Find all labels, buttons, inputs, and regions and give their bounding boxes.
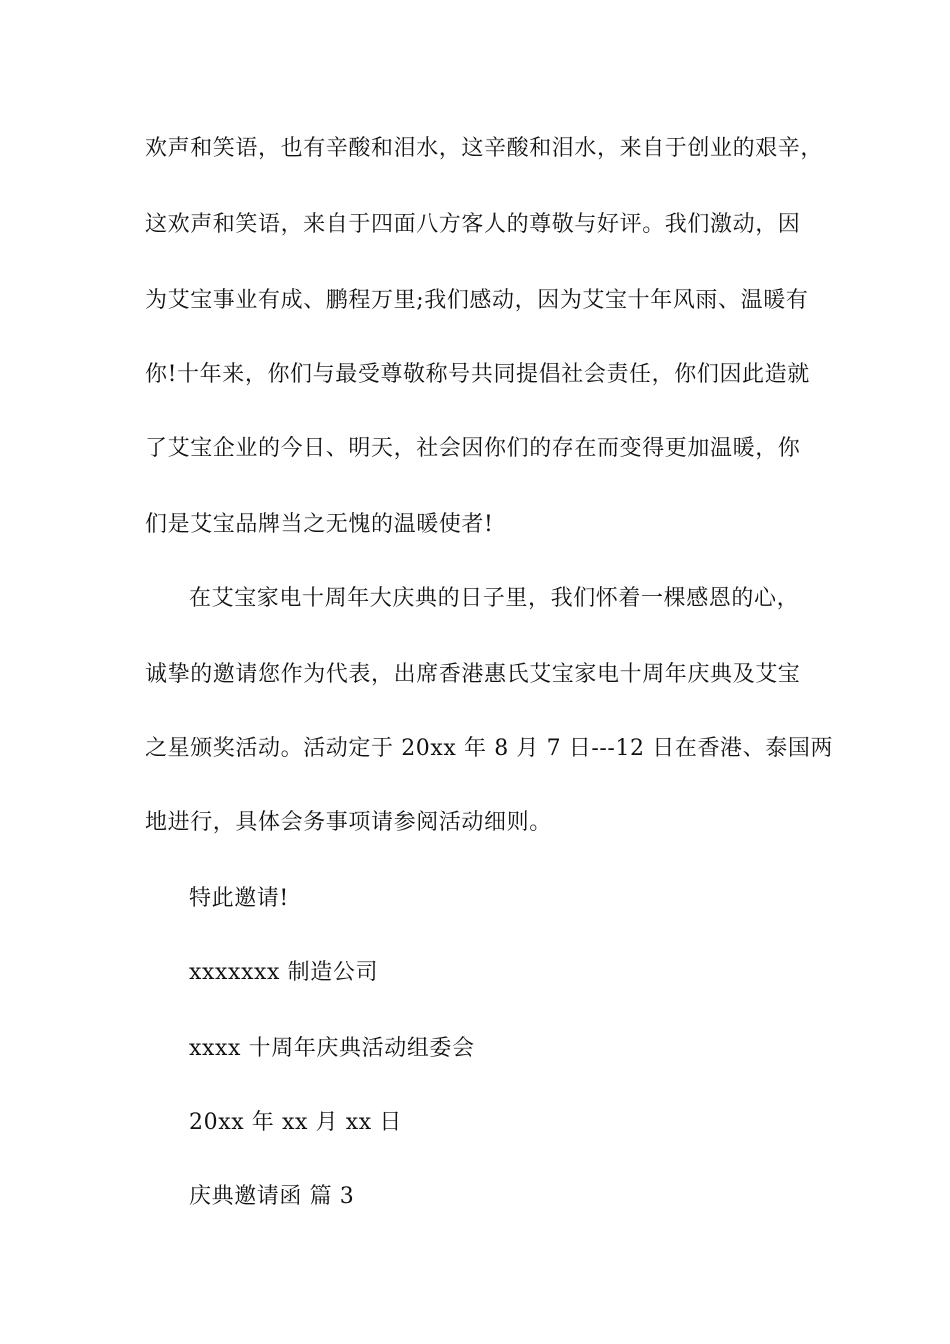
paragraph-2-line-1: 在艾宝家电十周年大庆典的日子里，我们怀着一棵感恩的心， xyxy=(189,586,800,611)
paragraph-2-line-3: 之星颁奖活动。活动定于 20xx 年 8 月 7 日---12 日在香港、泰国两 xyxy=(145,736,834,761)
signature-date: 20xx 年 xx 月 xx 日 xyxy=(189,1110,403,1135)
paragraph-1-line-2: 这欢声和笑语，来自于四面八方客人的尊敬与好评。我们激动，因 xyxy=(145,212,801,237)
paragraph-1-line-3: 为艾宝事业有成、鹏程万里;我们感动，因为艾宝十年风雨、温暖有 xyxy=(145,288,809,313)
committee-signature: xxxx 十周年庆典活动组委会 xyxy=(189,1036,475,1061)
paragraph-1-line-5: 了艾宝企业的今日、明天，社会因你们的存在而变得更加温暖，你 xyxy=(145,436,801,461)
paragraph-1-line-1: 欢声和笑语，也有辛酸和泪水，这辛酸和泪水，来自于创业的艰辛， xyxy=(145,136,824,161)
company-signature: xxxxxxx 制造公司 xyxy=(189,960,379,985)
paragraph-1-line-4: 你!十年来，你们与最受尊敬称号共同提倡社会责任，你们因此造就 xyxy=(145,362,810,387)
paragraph-2-line-4: 地进行，具体会务事项请参阅活动细则。 xyxy=(145,810,552,835)
paragraph-1-line-6: 们是艾宝品牌当之无愧的温暖使者! xyxy=(145,512,494,537)
closing-text: 特此邀请! xyxy=(189,886,289,911)
next-section-heading: 庆典邀请函 篇 3 xyxy=(189,1184,355,1209)
paragraph-2-line-2: 诚挚的邀请您作为代表，出席香港惠氏艾宝家电十周年庆典及艾宝 xyxy=(145,662,801,687)
